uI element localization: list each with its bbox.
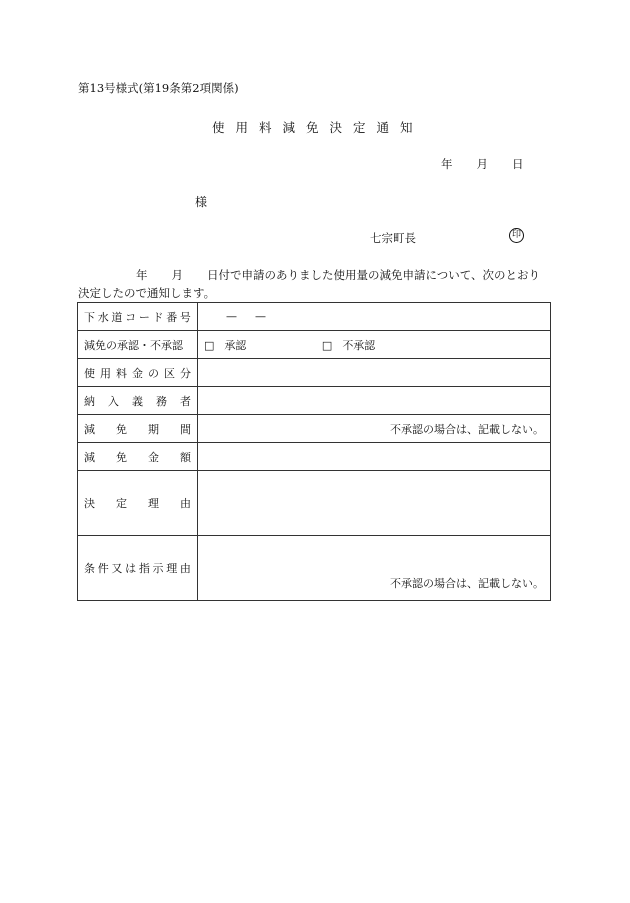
label-char: ー xyxy=(138,310,150,324)
year-label: 年 xyxy=(441,157,453,171)
decision-reason-field[interactable] xyxy=(198,471,551,536)
seal-stamp: 印 xyxy=(509,228,524,243)
label-char: 減 xyxy=(84,450,95,464)
row-label xyxy=(78,331,198,359)
table-row xyxy=(78,387,551,415)
table-row xyxy=(78,415,551,443)
label-char: 料 xyxy=(116,366,127,380)
issue-date xyxy=(441,156,524,172)
approve-checkbox[interactable]: □ xyxy=(204,338,215,352)
label-char: 額 xyxy=(180,450,191,464)
label-char: 指 xyxy=(138,562,150,575)
deny-option[interactable] xyxy=(322,337,375,353)
label-char: 使 xyxy=(84,366,95,380)
label-char: ド xyxy=(152,310,164,324)
label-char: 用 xyxy=(100,366,111,380)
label-char: 者 xyxy=(180,394,191,408)
conditions-label xyxy=(84,560,191,576)
deny-label: 不承認 xyxy=(342,338,376,352)
label-char: の xyxy=(148,366,159,380)
label-char: は xyxy=(125,562,137,575)
approval-field xyxy=(198,331,551,359)
body-month: 月 xyxy=(171,268,183,282)
row-label xyxy=(78,359,198,387)
day-label: 日 xyxy=(512,157,524,171)
month-label: 月 xyxy=(476,157,488,171)
exemption-period-field[interactable] xyxy=(198,415,551,443)
table-row xyxy=(78,359,551,387)
label-char: 免 xyxy=(116,450,127,464)
label-char: 決 xyxy=(84,497,95,510)
notice-body xyxy=(78,266,550,302)
approval-label: 減免の承認・不承認 xyxy=(84,338,183,352)
document-title: 使用料減免決定通知 xyxy=(212,120,424,135)
decision-reason-label xyxy=(84,495,191,511)
table-row xyxy=(78,303,551,331)
sewer-code-label xyxy=(84,309,191,325)
label-char: 条 xyxy=(84,562,95,575)
row-label xyxy=(78,536,198,601)
code-dash-1: — xyxy=(226,310,237,323)
label-char: 道 xyxy=(111,310,123,324)
conditions-note: 不承認の場合は、記載しない。 xyxy=(390,577,544,590)
label-char: 義 xyxy=(132,394,143,408)
table-row xyxy=(78,471,551,536)
sewer-code-field[interactable] xyxy=(198,303,551,331)
label-char: 又 xyxy=(111,562,123,575)
decision-table xyxy=(77,302,551,601)
label-char: 金 xyxy=(132,366,143,380)
fee-category-label xyxy=(84,365,191,381)
table-row xyxy=(78,331,551,359)
label-char: 間 xyxy=(180,422,191,436)
label-char: 免 xyxy=(116,422,127,436)
label-char: 務 xyxy=(156,394,167,408)
fee-category-field[interactable] xyxy=(198,359,551,387)
label-char: 入 xyxy=(108,394,119,408)
label-char: 分 xyxy=(180,366,191,380)
table-row xyxy=(78,536,551,601)
label-char: 水 xyxy=(97,310,109,324)
label-char: 下 xyxy=(84,310,95,324)
approve-label: 承認 xyxy=(224,338,247,352)
body-text: 日付で申請のありました使用量の減免申請について、次のとおり決定したので通知します。 xyxy=(78,268,541,300)
table-row xyxy=(78,443,551,471)
period-note: 不承認の場合は、記載しない。 xyxy=(390,422,544,436)
label-char: 定 xyxy=(116,497,127,510)
label-char: 理 xyxy=(148,497,159,510)
label-char: 納 xyxy=(84,394,95,408)
label-char: 減 xyxy=(84,422,95,436)
issuer-name: 七宗町長 xyxy=(370,231,416,245)
label-char: 期 xyxy=(148,422,159,436)
label-char: 番 xyxy=(166,310,178,324)
payer-field[interactable] xyxy=(198,387,551,415)
exemption-period-label xyxy=(84,421,191,437)
approve-option[interactable] xyxy=(204,337,246,353)
code-dash-2: — xyxy=(255,310,266,323)
label-char: 件 xyxy=(97,562,109,575)
exemption-amount-label xyxy=(84,449,191,465)
row-label xyxy=(78,415,198,443)
label-char: 由 xyxy=(179,562,191,575)
label-char: 区 xyxy=(164,366,175,380)
row-label xyxy=(78,303,198,331)
label-char: 理 xyxy=(166,562,178,575)
row-label xyxy=(78,387,198,415)
exemption-amount-field[interactable] xyxy=(198,443,551,471)
row-label xyxy=(78,471,198,536)
deny-checkbox[interactable]: □ xyxy=(321,338,333,352)
payer-label xyxy=(84,393,191,409)
label-char: 金 xyxy=(148,450,159,464)
label-char: コ xyxy=(125,310,137,324)
row-label xyxy=(78,443,198,471)
label-char: 示 xyxy=(152,562,164,575)
body-year: 年 xyxy=(136,268,148,282)
conditions-field[interactable] xyxy=(198,536,551,601)
label-char: 由 xyxy=(180,497,191,510)
label-char: 号 xyxy=(179,310,191,324)
addressee-suffix: 様 xyxy=(195,195,208,209)
form-number: 第13号様式(第19条第2項関係) xyxy=(78,81,239,95)
